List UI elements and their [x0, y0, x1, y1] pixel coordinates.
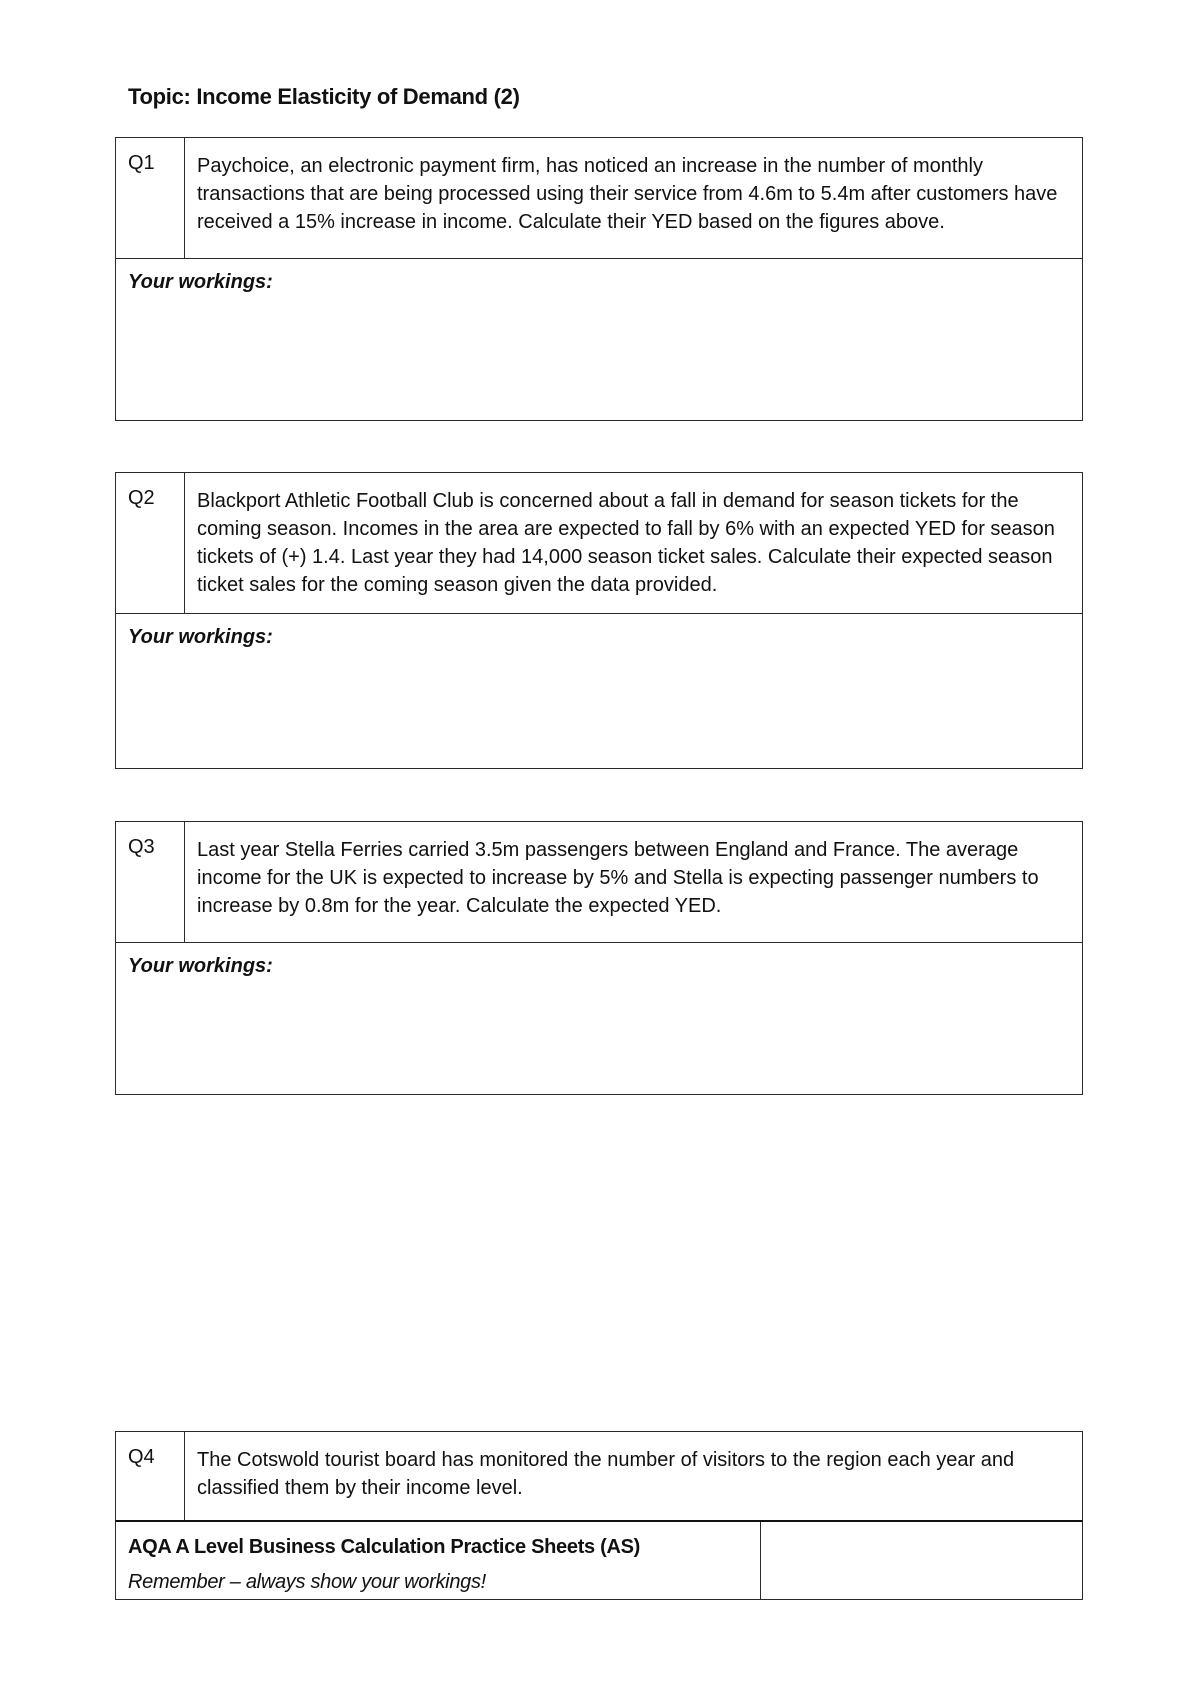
page-footer [115, 1520, 1083, 1600]
question-box-q4 [115, 1431, 1083, 1521]
question-number: Q2 [116, 473, 185, 613]
footer-info [116, 1522, 761, 1599]
question-number: Q4 [116, 1432, 185, 1522]
question-number: Q1 [116, 138, 185, 258]
question-text: Last year Stella Ferries carried 3.5m passengers between England and France. The average income for the UK is expected to increase by 5% and Stella is expecting passenger numbers to increase by 0.8m for the year. Calculate the expected YED. [197, 839, 1039, 917]
question-row [116, 1432, 1082, 1522]
question-row [116, 473, 1082, 614]
workings-label: Your workings: [128, 955, 273, 977]
page-title: Topic: Income Elasticity of Demand (2) [128, 84, 520, 109]
question-text: Blackport Athletic Football Club is concerned about a fall in demand for season tickets for the coming season. Incomes in the area are expected to fall by 6% with an expected YED for season tickets of (+) 1.4. Last year they had 14,000 season ticket sales. Calculate their expected season ticket sales for the coming season given the data provided. [197, 490, 1055, 596]
question-box-q2 [115, 472, 1083, 769]
question-row [116, 822, 1082, 943]
question-text: Paychoice, an electronic payment firm, has noticed an increase in the number of monthly transactions that are being processed using their service from 4.6m to 5.4m after customers have received a 15% increase in income. Calculate their YED based on the figures above. [197, 155, 1058, 233]
footer-title: AQA A Level Business Calculation Practice Sheets (AS) [128, 1536, 641, 1558]
workings-label: Your workings: [128, 626, 273, 648]
question-row [116, 138, 1082, 259]
question-number: Q3 [116, 822, 185, 942]
question-text: The Cotswold tourist board has monitored the number of visitors to the region each year and classified them by their income level. [197, 1449, 1015, 1499]
footer-note: Remember – always show your workings! [128, 1571, 486, 1593]
question-box-q3 [115, 821, 1083, 1095]
workings-label: Your workings: [128, 271, 273, 293]
footer-blank-cell [761, 1522, 1082, 1599]
question-box-q1 [115, 137, 1083, 421]
